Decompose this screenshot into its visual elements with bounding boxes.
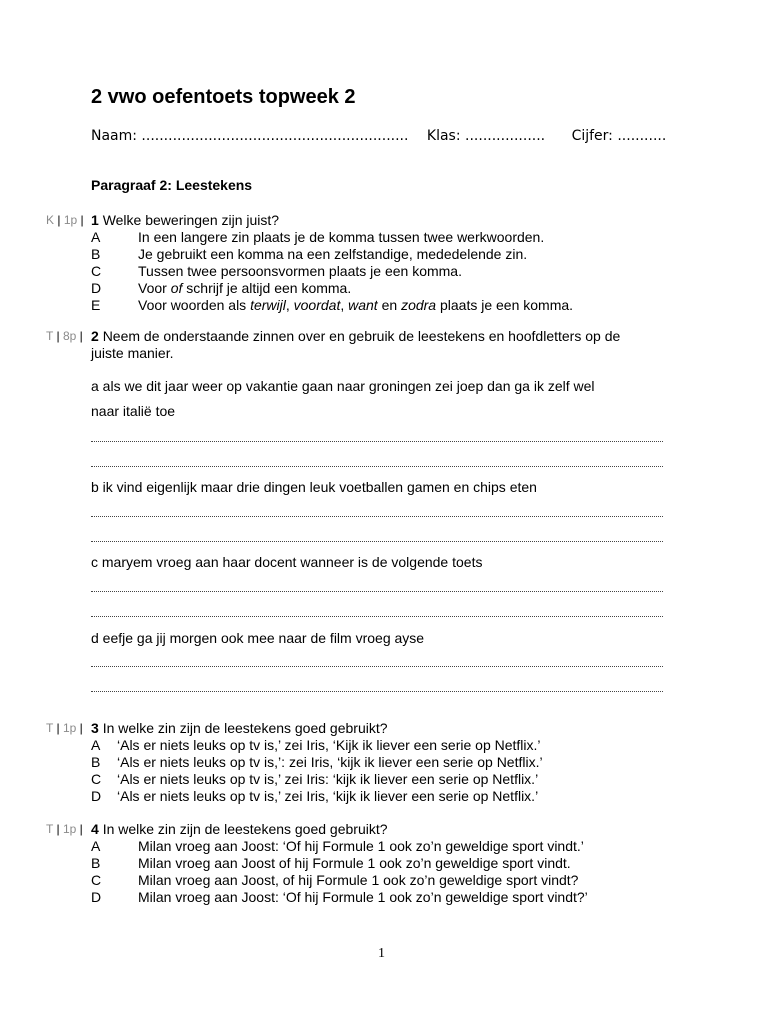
sentence-b: b ik vind eigenlijk maar drie dingen leuk voetballen gamen en chips eten — [91, 479, 537, 495]
option-a: A ‘Als er niets leuks op tv is,’ zei Iris, ‘Kijk ik liever een serie op Netflix.’ — [91, 737, 541, 753]
question-meta: K | 1p | — [46, 213, 84, 227]
klas-field: Klas: .................. — [426, 128, 546, 144]
question-text: 2 Neem de onderstaande zinnen over en gebruik de leestekens en hoofdletters op de — [91, 328, 621, 344]
sentence-d: d eefje ga jij morgen ook mee naar de film vroeg ayse — [91, 630, 425, 646]
option-b: B Milan vroeg aan Joost of hij Formule 1 ook zo’n geweldige sport vindt. — [91, 855, 571, 871]
page-number: 1 — [378, 946, 385, 961]
question-text: 3 In welke zin zijn de leestekens goed gebruikt? — [91, 720, 388, 736]
answer-line[interactable] — [91, 465, 663, 467]
student-info-row — [91, 128, 680, 144]
question-text-cont: juiste manier. — [91, 345, 174, 361]
answer-line[interactable] — [91, 690, 663, 692]
option-c: C Milan vroeg aan Joost, of hij Formule 1 ook zo’n geweldige sport vindt? — [91, 872, 579, 888]
answer-line[interactable] — [91, 665, 663, 667]
answer-line[interactable] — [91, 440, 663, 442]
sentence-a-cont: naar italië toe — [91, 403, 176, 419]
answer-line[interactable] — [91, 615, 663, 617]
option-a: A Milan vroeg aan Joost: ‘Of hij Formule 1 ook zo’n geweldige sport vindt.’ — [91, 838, 584, 854]
question-text: 1 Welke beweringen zijn juist? — [91, 212, 280, 228]
sentence-c: c maryem vroeg aan haar docent wanneer is de volgende toets — [91, 554, 483, 570]
option-c: C Tussen twee persoonsvormen plaats je een komma. — [91, 263, 462, 279]
naam-field: Naam: ............................................................ — [91, 128, 409, 144]
option-d: D ‘Als er niets leuks op tv is,’ zei Iris, ‘kijk ik liever een serie op Netflix.’ — [91, 788, 539, 804]
option-a: A In een langere zin plaats je de komma tussen twee werkwoorden. — [91, 229, 545, 245]
section-heading: Paragraaf 2: Leestekens — [91, 177, 253, 193]
question-text: 4 In welke zin zijn de leestekens goed gebruikt? — [91, 821, 388, 837]
question-1 — [0, 212, 768, 314]
question-2 — [0, 328, 768, 646]
question-4 — [0, 821, 768, 906]
option-d: D Voor of schrijf je altijd een komma. — [91, 280, 352, 296]
sentence-a: a als we dit jaar weer op vakantie gaan naar groningen zei joep dan ga ik zelf wel — [91, 378, 595, 394]
option-b: B ‘Als er niets leuks op tv is,’: zei Iris, ‘kijk ik liever een serie op Netflix.’ — [91, 754, 543, 770]
option-c: C ‘Als er niets leuks op tv is,’ zei Iris: ‘kijk ik liever een serie op Netflix.’ — [91, 771, 539, 787]
answer-line[interactable] — [91, 590, 663, 592]
option-e: E Voor woorden als terwijl, voordat, want en zodra plaats je een komma. — [91, 297, 574, 313]
cijfer-field: Cijfer: ........... — [571, 128, 667, 144]
question-3 — [0, 720, 768, 805]
question-meta: T | 1p | — [46, 721, 83, 735]
option-d: D Milan vroeg aan Joost: ‘Of hij Formule 1 ook zo’n geweldige sport vindt?’ — [91, 889, 588, 905]
page-title: 2 vwo oefentoets topweek 2 — [91, 86, 356, 108]
answer-line[interactable] — [91, 540, 663, 542]
question-meta: T | 1p | — [46, 822, 83, 836]
option-b: B Je gebruikt een komma na een zelfstandige, mededelende zin. — [91, 246, 528, 262]
answer-line[interactable] — [91, 515, 663, 517]
question-meta: T | 8p | — [46, 329, 83, 343]
